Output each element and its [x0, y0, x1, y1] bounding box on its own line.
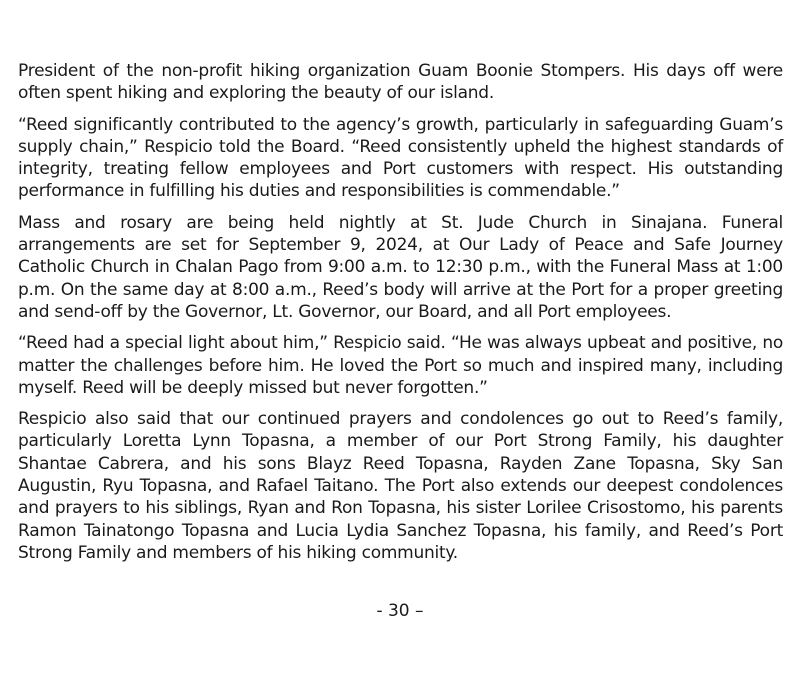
paragraph-condolences: Respicio also said that our continued prayers and condolences go out to Reed’s family, particularly Loretta Lynn Topasna, a member of our Port Strong Family, his daughter Shantae Cabrera, and his sons Blayz Reed Topasna, Rayden Zane Topasna, Sky San Augustin, Ryu Topasna, and Rafael Taitano. The Port also extends our deepest condolences and prayers to his siblings, Ryan and Ron Topasna, his sister Lorilee Crisostomo, his parents Ramon Tainatongo Topasna and Lucia Lydia Sanchez Topasna, his family, and Reed’s Port Strong Family and members of his hiking community. [18, 409, 783, 563]
paragraph-special-light-quote: “Reed had a special light about him,” Respicio said. “He was always upbeat and positive, no matter the challenges before him. He loved the Port so much and inspired many, including myself. Reed will be deeply missed but never forgotten.” [18, 333, 783, 398]
paragraph-hiking-bio: President of the non-profit hiking organization Guam Boonie Stompers. His days off were often spent hiking and exploring the beauty of our island. [18, 61, 783, 104]
document-body [18, 60, 783, 573]
paragraph-funeral-arrangements: Mass and rosary are being held nightly at St. Jude Church in Sinajana. Funeral arrangements are set for September 9, 2024, at Our Lady of Peace and Safe Journey Catholic Church in Chalan Pago from 9:00 a.m. to 12:30 p.m., with the Funeral Mass at 1:00 p.m. On the same day at 8:00 a.m., Reed’s body will arrive at the Port for a proper greeting and send-off by the Governor, Lt. Governor, our Board, and all Port employees. [18, 212, 783, 322]
paragraph-board-quote: “Reed significantly contributed to the agency’s growth, particularly in safeguarding Guam’s supply chain,” Respicio told the Board. “Reed consistently upheld the highest standards of integrity, treating fellow employees and Port customers with respect. His outstanding performance in fulfilling his duties and responsibilities is commendable.” [18, 114, 783, 202]
page-number: - 30 – [376, 601, 424, 621]
